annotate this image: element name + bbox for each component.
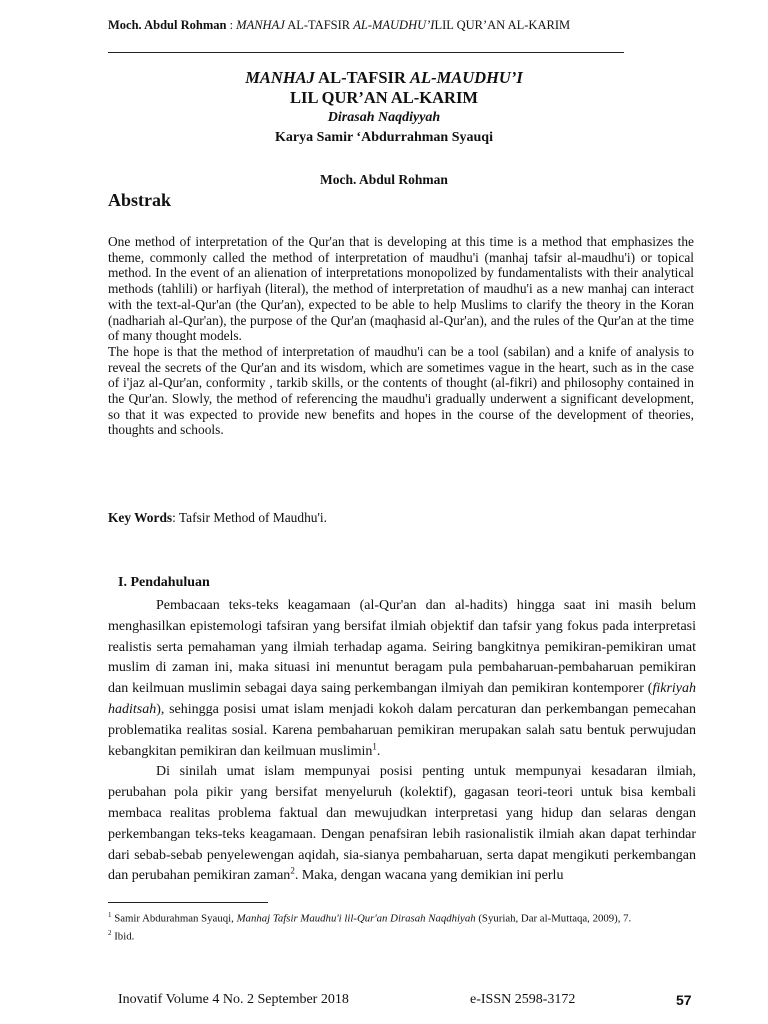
keywords-value: : Tafsir Method of Maudhu'i. (172, 510, 327, 525)
footnote-ref-1[interactable]: 1 (372, 740, 377, 751)
running-head-sep: : (226, 18, 237, 32)
running-head-maudhu: AL-MAUDHU’I (353, 18, 435, 32)
title-mid: AL-TAFSIR (314, 68, 410, 87)
header-rule (108, 52, 624, 53)
footnote-1 (108, 908, 698, 926)
footnote-2-text: Ibid. (111, 930, 135, 943)
keywords (108, 510, 327, 526)
footnote-1-text-a: Samir Abdurahman Syauqi, (111, 912, 237, 925)
page-number: 57 (676, 992, 692, 1008)
keywords-label: Key Words (108, 510, 173, 525)
footnotes (108, 908, 698, 943)
footer-issn: e-ISSN 2598-3172 (470, 992, 576, 1007)
footnote-1-number: 1 (108, 911, 112, 919)
p1-text-b: ), sehingga posisi umat islam menjadi kokoh dalam percaturan dan perkembangan pemecahan problematika realitas sosial. Karena pembaharuan pemikiran merupakan salah satu bentuk perwujudan kebangkitan pemikiran dan keilmuan muslimin (108, 701, 696, 759)
title-line-2: LIL QUR’AN AL-KARIM (290, 88, 478, 107)
footnote-1-text-b: (Syuriah, Dar al-Muttaqa, 2009), 7. (475, 912, 632, 925)
section-body (108, 596, 696, 887)
running-head-rest: LIL QUR’AN AL-KARIM (434, 18, 571, 32)
article-author: Moch. Abdul Rohman (320, 172, 448, 187)
title-karya: Karya Samir ‘Abdurrahman Syauqi (275, 130, 493, 145)
footnote-2 (108, 926, 698, 944)
abstract-heading: Abstrak (108, 190, 172, 210)
running-head-manhaj: MANHAJ (236, 18, 285, 32)
footnote-2-number: 2 (108, 928, 112, 937)
p2-text-a: Di sinilah umat islam mempunyai posisi penting untuk mempunyai kesadaran ilmiah, perubahan pola pikir yang bersifat menyeluruh (kolektif), gagasan teori-teori untuk bisa kembali membaca realitas problema faktual dan mewujudkan interpretasi yang hidup dan selaras dengan perkembangan teks-teks keagamaan. Dengan penafsiran lebih rasionalistik ilmiah akan dapat terhindar dari sebab-sebab penyelewengan aqidah, sia-sianya pembaharuan, serta dapat mengikuti perkembangan dan perubahan pemikiran zaman (108, 764, 696, 884)
running-head (108, 18, 570, 33)
title-block (108, 68, 660, 148)
running-head-mid: AL-TAFSIR (284, 18, 354, 32)
p2-text-b: . Maka, dengan wacana yang demikian ini perlu (294, 868, 564, 884)
running-head-author: Moch. Abdul Rohman (108, 18, 227, 32)
footnote-1-title: Manhaj Tafsir Maudhu'i lil-Qur'an Dirasah Naqdhiyah (236, 912, 476, 925)
title-maudhu: AL-MAUDHU’I (409, 68, 523, 87)
footer-journal: Inovatif Volume 4 No. 2 September 2018 (118, 992, 349, 1007)
title-subtitle: Dirasah Naqdiyyah (327, 110, 441, 125)
abstract-body (108, 234, 694, 438)
p1-end: . (376, 743, 381, 759)
title-line-1 (108, 68, 660, 88)
p1-text-a: Pembacaan teks-teks keagamaan (al-Qur'an dan al-hadits) hingga saat ini masih belum menghasilkan epistemologi tafsiran yang bersifat ilmiah objektif dan tafsir yang fokus pada interpretasi realistis serta pemahaman yang ilmiah terhadap agama. Seiring bangkitnya pemikiran-pemikiran umat muslim di zaman ini, maka situasi ini menuntut beragam pula pembaharuan-pembaharuan pemikiran dan keilmuan muslimin sebagai daya saing perkembangan ilmiyah dan pemikiran kontemporer ( (108, 598, 696, 697)
body-paragraph-2 (108, 762, 696, 887)
abstract-paragraph-1: One method of interpretation of the Qur'an that is developing at this time is a method that emphasizes the theme, commonly called the method of interpretation of maudhu'i (manhaj tafsir al-maudhu'i) or topical method. In the event of an alienation of interpretations monopolized by fundamentalists with their analytical methods (tahlili) or harfiyah (literal), the method of interpretation of maudhu'i as a new manhaj can interact with the text-al-Qur'an (the Qur'an), expected to be able to help Muslims to clarify the theory in the Koran (nadhariah al-Qur'an), the purpose of the Qur'an (maqhasid al-Qur'an), and the rules of the Qur'an at the time of many thought models. (108, 234, 694, 344)
p1-italic: fikriyah haditsah (108, 681, 696, 717)
body-paragraph-1 (108, 596, 696, 762)
abstract-paragraph-2: The hope is that the method of interpretation of maudhu'i can be a tool (sabilan) and a knife of analysis to reveal the secrets of the Qur'an and its wisdom, which are sometimes vague in the heart, such as in the case of i'jaz al-Qur'an, conformity , tarkib skills, or the contents of thought (al-fikri) and philosophy contained in the Qur'an. Slowly, the method of referencing the maudhu'i gradually underwent a significant development, so that it was expected to provide new benefits and hopes in the course of the development of theories, thoughts and schools. (108, 343, 694, 438)
footnote-rule (108, 902, 268, 903)
section-heading: I. Pendahuluan (118, 575, 210, 590)
footnote-ref-2[interactable]: 2 (290, 865, 295, 876)
title-manhaj: MANHAJ (245, 68, 315, 87)
